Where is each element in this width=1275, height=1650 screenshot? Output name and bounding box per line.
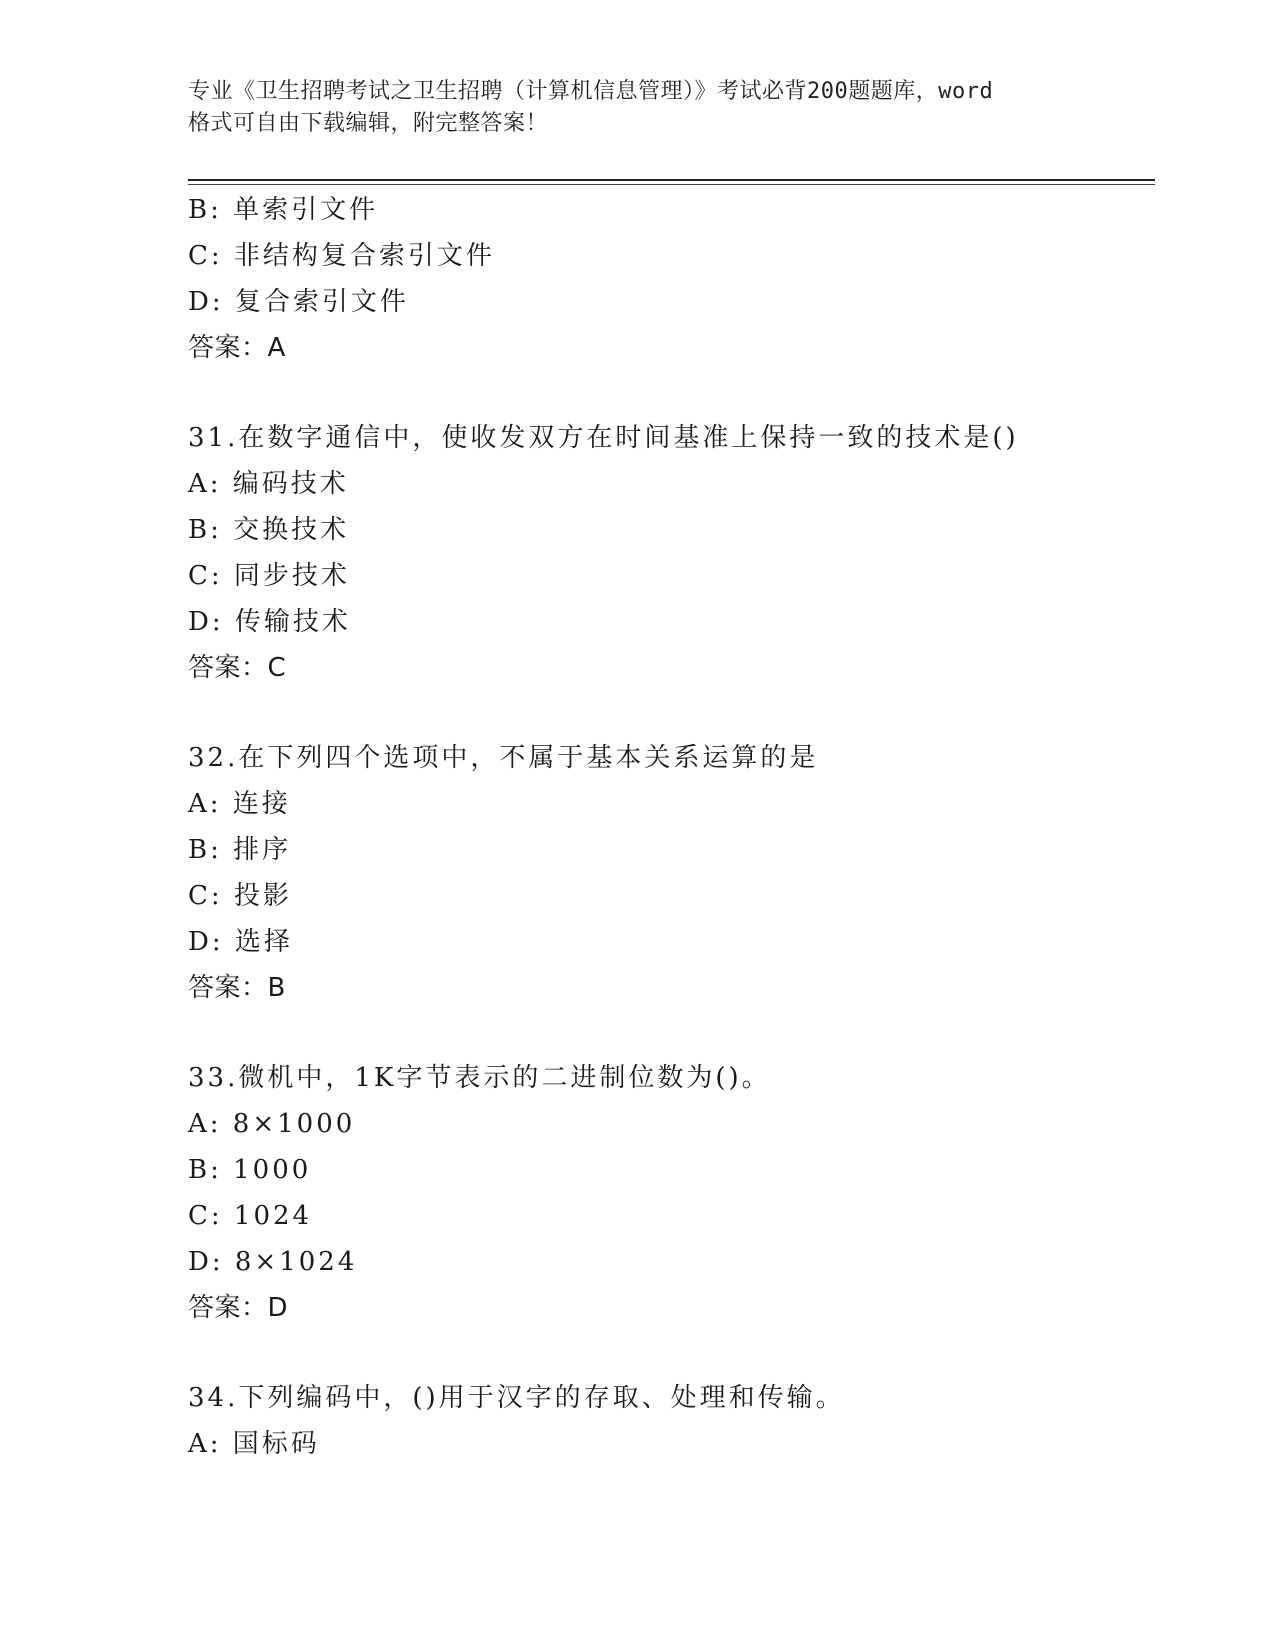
answer: 答案：B [188,973,286,1003]
option-c: C: 非结构复合索引文件 [188,241,495,271]
option-b: B: 交换技术 [188,515,350,545]
question-34 [188,1375,1148,1467]
option-a: A: 国标码 [188,1429,320,1459]
spacer [188,1011,1148,1055]
answer: 答案：A [188,333,286,363]
option-c: C: 1024 [188,1201,313,1231]
question-33 [188,1055,1148,1331]
header-line-2: 格式可自由下载编辑，附完整答案！ [188,111,549,136]
spacer [188,691,1148,735]
option-d: D: 传输技术 [188,607,351,637]
option-c: C: 同步技术 [188,561,350,591]
answer: 答案：C [188,653,287,683]
option-d: D: 8×1024 [188,1247,358,1277]
option-a: A: 8×1000 [188,1109,356,1139]
document-header [188,76,1088,140]
spacer [188,371,1148,415]
question-list [188,187,1148,1467]
option-d: D: 选择 [188,927,293,957]
option-d: D: 复合索引文件 [188,287,409,317]
option-c: C: 投影 [188,881,292,911]
option-b: B: 单索引文件 [188,195,379,225]
spacer [188,1331,1148,1375]
question-stem: 33.微机中，1K字节表示的二进制位数为()。 [188,1063,771,1093]
question-stem: 34.下列编码中，()用于汉字的存取、处理和传输。 [188,1383,845,1413]
question-32 [188,735,1148,1011]
header-divider-thin [188,184,1155,185]
option-a: A: 编码技术 [188,469,349,499]
option-a: A: 连接 [188,789,291,819]
header-line-1: 专业《卫生招聘考试之卫生招聘（计算机信息管理）》考试必背200题题库，word [188,79,994,104]
option-b: B: 1000 [188,1155,312,1185]
question-stem: 32.在下列四个选项中，不属于基本关系运算的是 [188,743,819,773]
answer: 答案：D [188,1293,289,1323]
question-stem: 31.在数字通信中，使收发双方在时间基准上保持一致的技术是() [188,423,1019,453]
question-31 [188,415,1148,691]
option-b: B: 排序 [188,835,292,865]
question-30-continued [188,187,1148,371]
header-divider-thick [188,179,1155,181]
